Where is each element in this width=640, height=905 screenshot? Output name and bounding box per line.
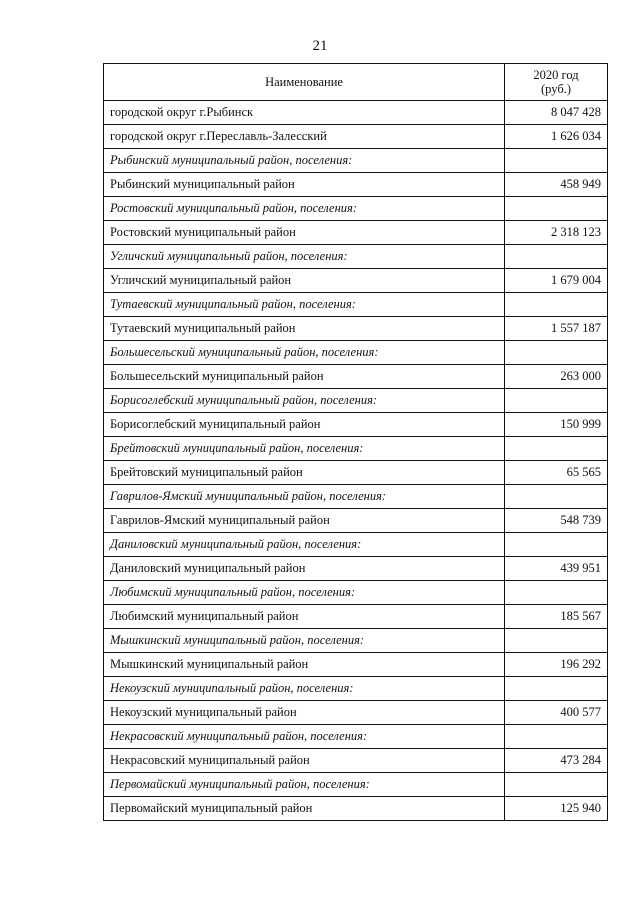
row-name: Ростовский муниципальный район (104, 221, 505, 245)
section-row (104, 293, 608, 317)
row-name: Борисоглебский муниципальный район (104, 413, 505, 437)
row-value (505, 149, 608, 173)
section-row (104, 245, 608, 269)
row-name: Угличский муниципальный район, поселения: (104, 245, 505, 269)
row-value: 196 292 (505, 653, 608, 677)
row-name: Гаврилов-Ямский муниципальный район, поселения: (104, 485, 505, 509)
section-row (104, 149, 608, 173)
section-row (104, 533, 608, 557)
row-value: 548 739 (505, 509, 608, 533)
table-row (104, 413, 608, 437)
table-row (104, 509, 608, 533)
section-row (104, 437, 608, 461)
row-value (505, 773, 608, 797)
row-value: 65 565 (505, 461, 608, 485)
row-name: городской округ г.Рыбинск (104, 101, 505, 125)
table-row (104, 653, 608, 677)
row-name: Брейтовский муниципальный район (104, 461, 505, 485)
row-name: Гаврилов-Ямский муниципальный район (104, 509, 505, 533)
table-row (104, 101, 608, 125)
row-name: Рыбинский муниципальный район (104, 173, 505, 197)
row-name: Брейтовский муниципальный район, поселения: (104, 437, 505, 461)
row-value: 473 284 (505, 749, 608, 773)
row-value (505, 629, 608, 653)
row-name: Тутаевский муниципальный район, поселения: (104, 293, 505, 317)
row-value (505, 341, 608, 365)
section-row (104, 629, 608, 653)
row-value (505, 533, 608, 557)
row-name: Даниловский муниципальный район (104, 557, 505, 581)
row-name: Рыбинский муниципальный район, поселения: (104, 149, 505, 173)
table-row (104, 461, 608, 485)
section-row (104, 389, 608, 413)
header-unit-label: (руб.) (541, 82, 571, 96)
row-name: Даниловский муниципальный район, поселения: (104, 533, 505, 557)
row-name: Ростовский муниципальный район, поселения: (104, 197, 505, 221)
table-row (104, 125, 608, 149)
row-name: Мышкинский муниципальный район (104, 653, 505, 677)
row-value: 150 999 (505, 413, 608, 437)
row-name: Некрасовский муниципальный район, поселения: (104, 725, 505, 749)
section-row (104, 341, 608, 365)
row-value: 8 047 428 (505, 101, 608, 125)
budget-table (103, 63, 608, 821)
header-year (505, 64, 608, 101)
table-row (104, 797, 608, 821)
row-value: 125 940 (505, 797, 608, 821)
row-name: Большесельский муниципальный район (104, 365, 505, 389)
row-value (505, 389, 608, 413)
row-name: Тутаевский муниципальный район (104, 317, 505, 341)
row-value (505, 197, 608, 221)
row-name: Первомайский муниципальный район, поселения: (104, 773, 505, 797)
row-value: 263 000 (505, 365, 608, 389)
row-value: 439 951 (505, 557, 608, 581)
row-value: 400 577 (505, 701, 608, 725)
row-value (505, 485, 608, 509)
table-row (104, 605, 608, 629)
section-row (104, 725, 608, 749)
row-value: 1 557 187 (505, 317, 608, 341)
section-row (104, 773, 608, 797)
table-row (104, 269, 608, 293)
row-value: 1 626 034 (505, 125, 608, 149)
table-row (104, 701, 608, 725)
table-row (104, 317, 608, 341)
row-value (505, 245, 608, 269)
table-row (104, 557, 608, 581)
row-value: 2 318 123 (505, 221, 608, 245)
row-name: Угличский муниципальный район (104, 269, 505, 293)
row-value: 458 949 (505, 173, 608, 197)
section-row (104, 581, 608, 605)
row-name: Некрасовский муниципальный район (104, 749, 505, 773)
row-name: Борисоглебский муниципальный район, поселения: (104, 389, 505, 413)
section-row (104, 677, 608, 701)
row-value: 185 567 (505, 605, 608, 629)
section-row (104, 485, 608, 509)
row-name: Некоузский муниципальный район (104, 701, 505, 725)
row-name: Любимский муниципальный район, поселения: (104, 581, 505, 605)
row-name: Мышкинский муниципальный район, поселения: (104, 629, 505, 653)
table-row (104, 365, 608, 389)
table-row (104, 749, 608, 773)
table-header-row (104, 64, 608, 101)
row-name: Некоузский муниципальный район, поселения: (104, 677, 505, 701)
table-row (104, 221, 608, 245)
row-name: Любимский муниципальный район (104, 605, 505, 629)
table-row (104, 173, 608, 197)
row-name: городской округ г.Переславль-Залесский (104, 125, 505, 149)
row-value (505, 293, 608, 317)
row-value: 1 679 004 (505, 269, 608, 293)
row-value (505, 437, 608, 461)
row-name: Первомайский муниципальный район (104, 797, 505, 821)
row-value (505, 725, 608, 749)
row-value (505, 677, 608, 701)
header-year-label: 2020 год (533, 67, 579, 82)
section-row (104, 197, 608, 221)
row-value (505, 581, 608, 605)
header-name: Наименование (104, 64, 505, 101)
row-name: Большесельский муниципальный район, поселения: (104, 341, 505, 365)
page-number: 21 (312, 38, 328, 54)
table-body (104, 101, 608, 821)
